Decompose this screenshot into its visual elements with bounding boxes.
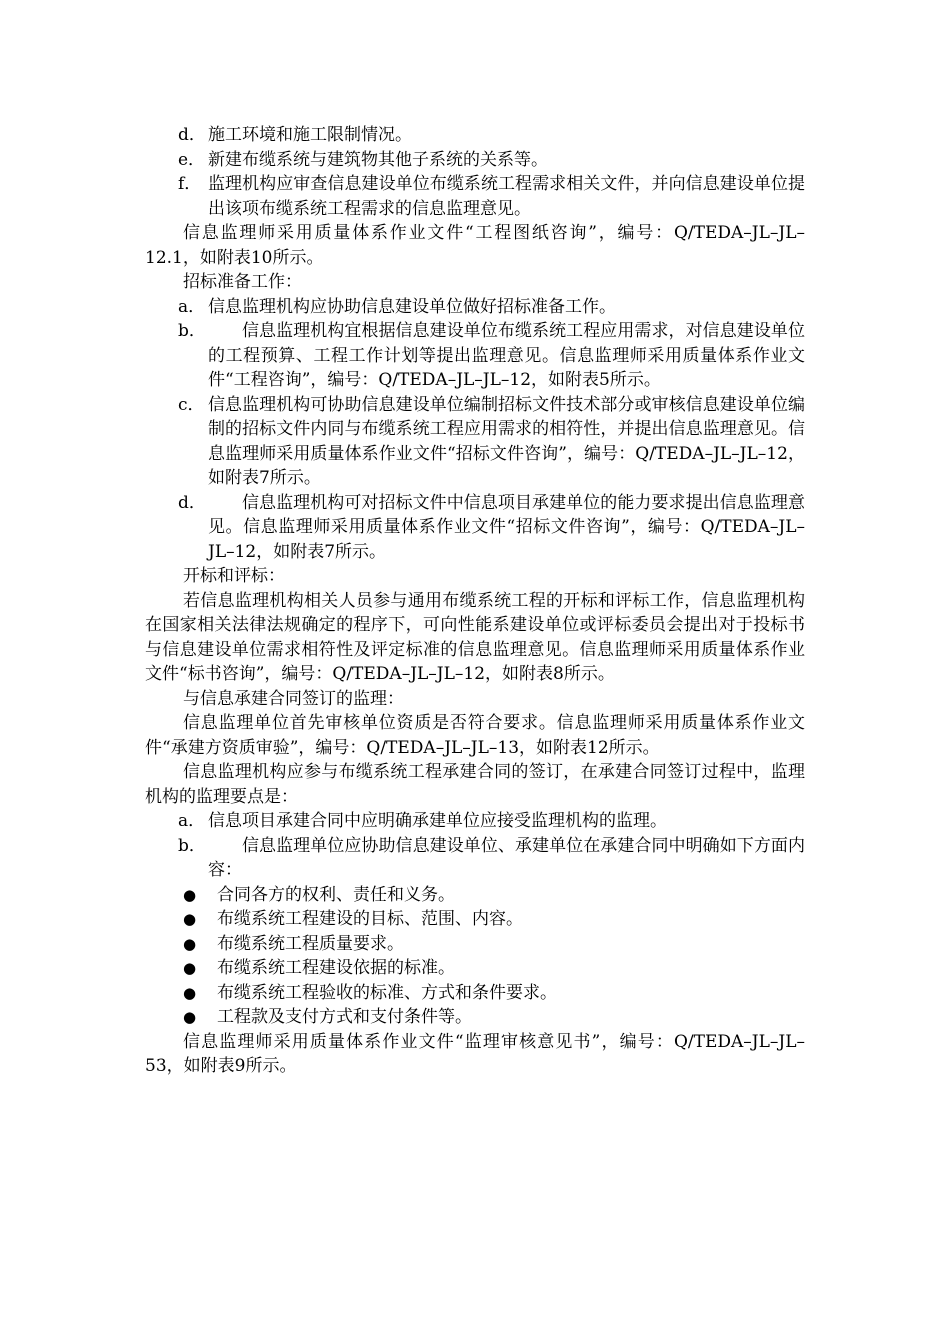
bullet-dot-icon: ● [183, 983, 197, 1002]
list-item-text: 施工环境和施工限制情况。 [208, 125, 412, 145]
bullet-item-quality [145, 932, 805, 957]
list-item-text: 信息监理单位应协助信息建设单位、承建单位在承建合同中明确如下方面内容： [208, 835, 805, 880]
list-item-d-site-environment [145, 123, 805, 148]
list-item-text: 新建布缆系统与建筑物其他子系统的关系等。 [208, 149, 548, 170]
bullet-item-acceptance [145, 981, 805, 1006]
list-marker: d． [178, 492, 206, 513]
document-body [145, 123, 805, 1079]
bullet-item-text: 合同各方的权利、责任和义务。 [217, 884, 455, 905]
bullet-item-standards [145, 956, 805, 981]
bullet-dot-icon: ● [183, 885, 197, 904]
bullet-item-text: 布缆系统工程验收的标准、方式和条件要求。 [217, 982, 557, 1003]
paragraph-qualification-review: 信息监理单位首先审核单位资质是否符合要求。信息监理师采用质量体系作业文件“承建方资质审验”，编号：Q/TEDA–JL–JL–13，如附表12所示。 [145, 713, 805, 758]
list-item-c-tender-documents [145, 393, 805, 491]
list-marker: d． [178, 125, 206, 145]
list-item-b-budget-opinion [145, 319, 805, 393]
list-marker: f． [178, 174, 202, 194]
list-marker: e． [178, 149, 206, 170]
bullet-dot-icon: ● [183, 1008, 197, 1026]
list-item-text: 信息项目承建合同中应明确承建单位应接受监理机构的监理。 [208, 811, 667, 831]
list-marker: a． [178, 811, 206, 831]
list-item-a-accept-supervision [145, 809, 805, 834]
list-marker: b． [178, 321, 206, 341]
list-marker: b． [178, 835, 206, 856]
bullet-dot-icon: ● [183, 959, 197, 977]
bullet-dot-icon: ● [183, 910, 197, 928]
bullet-item-rights [145, 883, 805, 908]
bullet-item-text: 工程款及支付方式和支付条件等。 [217, 1007, 472, 1027]
section-heading-tender-preparation: 招标准备工作： [183, 272, 302, 292]
list-marker: c． [178, 394, 205, 415]
list-marker: a． [178, 296, 206, 317]
paragraph-audit-opinion: 信息监理师采用质量体系作业文件“监理审核意见书”，编号：Q/TEDA–JL–JL–53，如附表9所示。 [145, 1031, 805, 1076]
bullet-item-text: 布缆系统工程质量要求。 [217, 933, 404, 954]
bullet-item-payment [145, 1005, 805, 1030]
list-item-text: 监理机构应审查信息建设单位布缆系统工程需求相关文件，并向信息建设单位提出该项布缆系统工程需求的信息监理意见。 [208, 174, 805, 219]
paragraph-bid-evaluation: 若信息监理机构相关人员参与通用布缆系统工程的开标和评标工作，信息监理机构在国家相关法律法规确定的程序下，可向性能系建设单位或评标委员会提出对于投标书与信息建设单位需求相符性及评定标准的信息监理意见。信息监理师采用质量体系作业文件“标书咨询”，编号：Q/TEDA–JL–JL–12，如附表8所示。 [145, 590, 805, 684]
bullet-item-goals [145, 907, 805, 932]
paragraph-contract-participation: 信息监理机构应参与布缆系统工程承建合同的签订，在承建合同签订过程中，监理机构的监理要点是： [145, 762, 805, 807]
list-item-b-contract-contents [145, 834, 805, 883]
bullet-item-text: 布缆系统工程建设依据的标准。 [217, 958, 455, 978]
list-item-d-capability-requirements [145, 491, 805, 565]
list-item-e-subsystem-relation [145, 148, 805, 173]
list-item-f-review-requirements [145, 172, 805, 221]
section-heading-contract-signing: 与信息承建合同签订的监理： [183, 688, 404, 709]
list-item-text: 信息监理机构可协助信息建设单位编制招标文件技术部分或审核信息建设单位编制的招标文件内同与布缆系统工程应用需求的相符性，并提出信息监理意见。信息监理师采用质量体系作业文件“招标文件咨询”，编号：Q/TEDA–JL–JL–12，如附表7所示。 [208, 394, 805, 488]
list-item-text: 信息监理机构应协助信息建设单位做好招标准备工作。 [208, 296, 616, 317]
list-item-text: 信息监理机构宜根据信息建设单位布缆系统工程应用需求，对信息建设单位的工程预算、工程工作计划等提出监理意见。信息监理师采用质量体系作业文件“工程咨询”，编号：Q/TEDA–JL–JL–12，如附表5所示。 [208, 321, 805, 390]
list-item-text: 信息监理机构可对招标文件中信息项目承建单位的能力要求提出信息监理意见。信息监理师采用质量体系作业文件“招标文件咨询”，编号：Q/TEDA–JL–JL–12，如附表7所示。 [208, 492, 805, 562]
bullet-dot-icon: ● [183, 934, 197, 953]
list-item-a-assist-preparation [145, 295, 805, 320]
paragraph-drawing-consultation: 信息监理师采用质量体系作业文件“工程图纸咨询”，编号：Q/TEDA–JL–JL–12.1，如附表10所示。 [145, 223, 805, 268]
bullet-item-text: 布缆系统工程建设的目标、范围、内容。 [217, 909, 523, 929]
section-heading-bid-opening: 开标和评标： [183, 566, 285, 586]
